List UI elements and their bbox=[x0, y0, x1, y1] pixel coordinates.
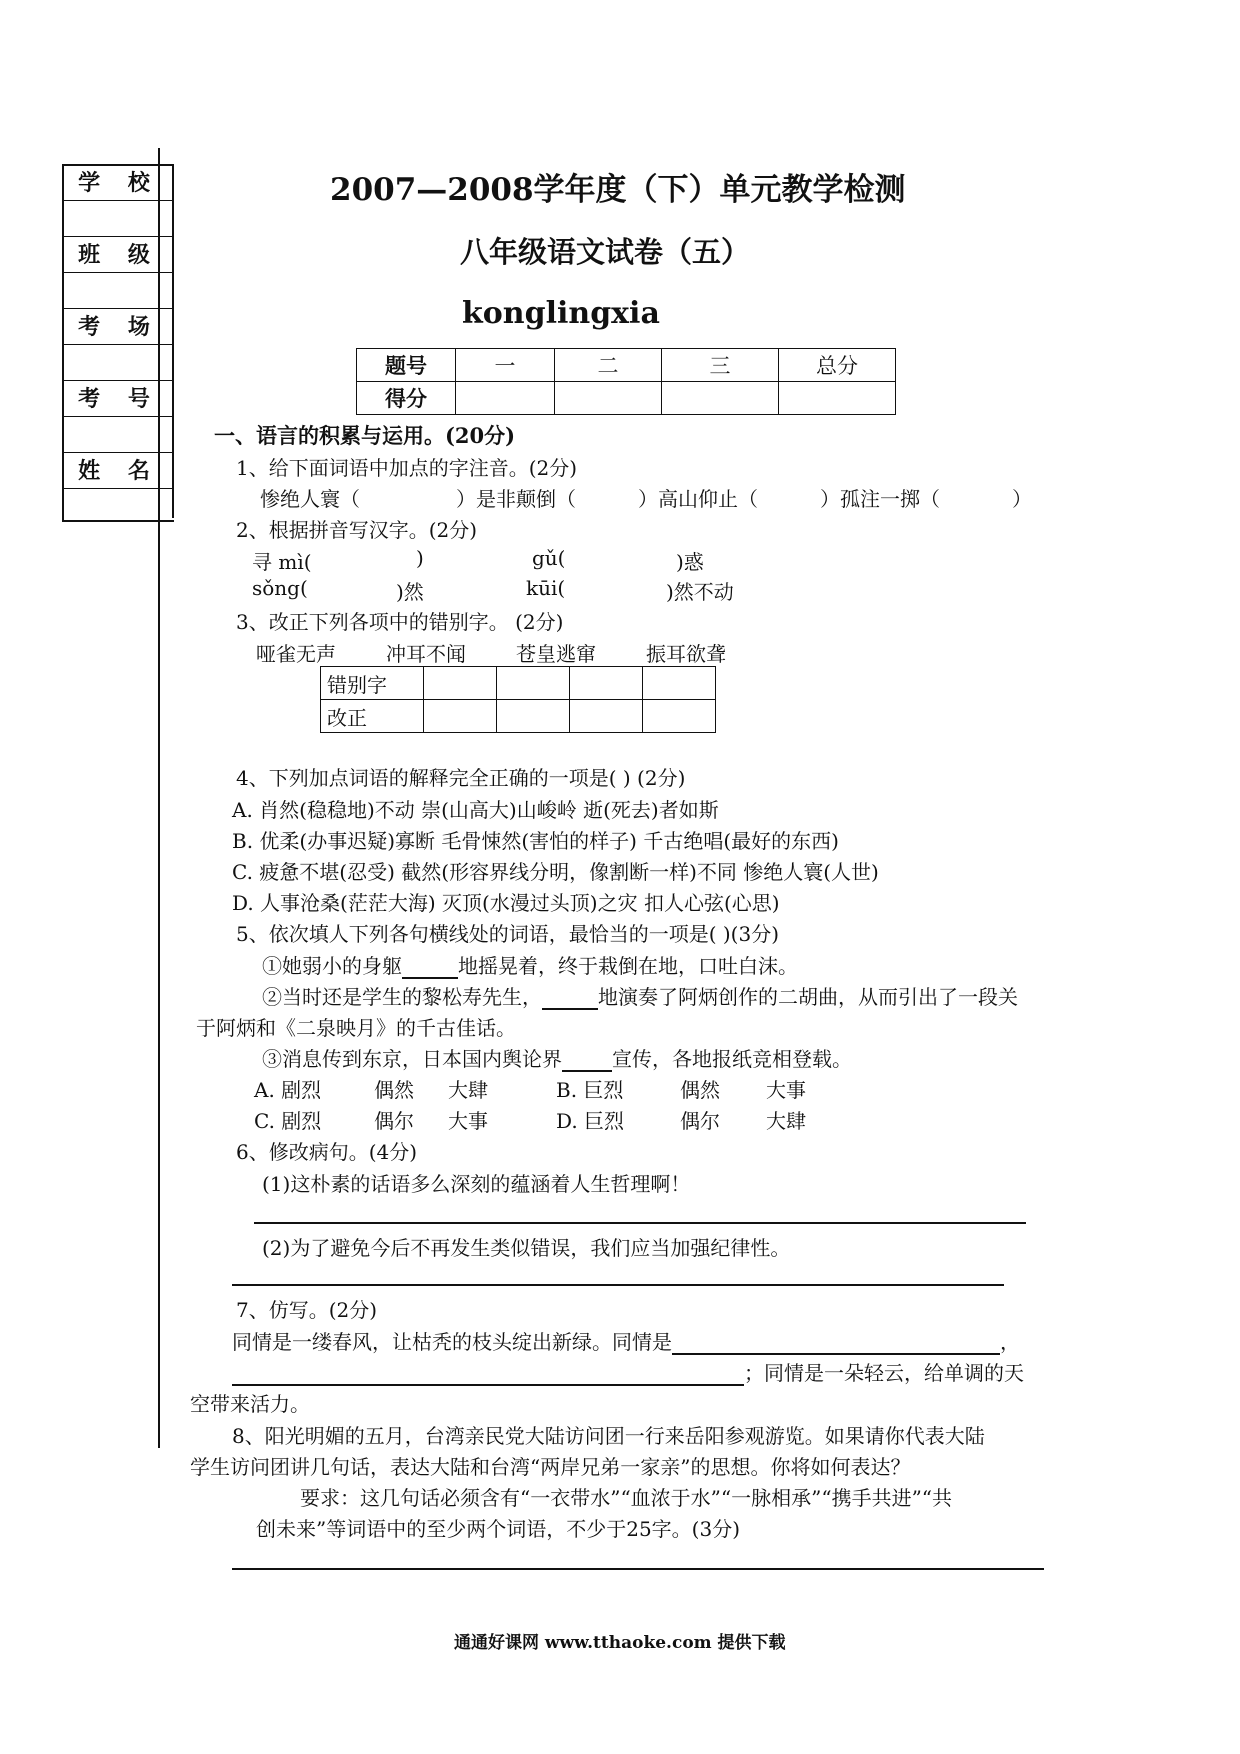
q1-item-2: ）是非颠倒（ bbox=[456, 487, 576, 511]
q5-blank-2[interactable] bbox=[542, 988, 598, 1010]
q1-stem: 1、给下面词语中加点的字注音。(2分) bbox=[236, 456, 578, 480]
info-blank-school[interactable] bbox=[64, 202, 174, 237]
q5-option-a3: 大肆 bbox=[448, 1078, 488, 1102]
score-cell-1: 一 bbox=[456, 349, 555, 382]
q1-item-5: ） bbox=[1012, 487, 1032, 511]
score-cell-label: 题号 bbox=[357, 349, 456, 382]
info-row-school bbox=[64, 166, 174, 201]
typo-row-label: 错别字 bbox=[321, 667, 424, 700]
q1-item-4: ）孤注一掷（ bbox=[820, 487, 940, 511]
q2-line1-a: 寻 mì( bbox=[252, 550, 312, 574]
q5-s2-a: ②当时还是学生的黎松寿先生， bbox=[262, 985, 542, 1009]
q1-item-1: 惨绝人寰（ bbox=[260, 487, 360, 511]
q2-line1-b: ) bbox=[416, 546, 424, 570]
q6-stem: 6、修改病句。(4分) bbox=[236, 1140, 418, 1164]
q8-line3: 要求：这几句话必须含有“一衣带水”“血浓于水”“一脉相承”“携手共进”“共 bbox=[300, 1486, 953, 1510]
info-row-number bbox=[64, 382, 174, 417]
q5-s3-a: ③消息传到东京，日本国内舆论界 bbox=[262, 1047, 562, 1071]
q2-line1-c: gǔ( bbox=[532, 546, 566, 570]
student-info-box bbox=[62, 164, 174, 522]
author-name: konglingxia bbox=[462, 296, 660, 331]
q7-line1 bbox=[232, 1326, 1020, 1355]
q5-stem: 5、依次填人下列各句横线处的词语，最恰当的一项是( )(3分) bbox=[236, 922, 780, 946]
score-input-2[interactable] bbox=[555, 382, 662, 415]
score-cell-3: 三 bbox=[662, 349, 779, 382]
q5-option-c: C. 剧烈 bbox=[254, 1109, 322, 1133]
exam-title: 2007—2008学年度（下）单元教学检测 bbox=[330, 172, 906, 208]
q2-stem: 2、根据拼音写汉字。(2分) bbox=[236, 518, 478, 542]
q7-blank-2[interactable] bbox=[232, 1364, 744, 1386]
info-box-right-line bbox=[172, 164, 174, 518]
section1-heading: 一、语言的积累与运用。(20分) bbox=[214, 423, 516, 448]
q5-blank-1[interactable] bbox=[402, 957, 458, 979]
q3-word-1: 哑雀无声 bbox=[256, 642, 336, 666]
info-label-room: 考 场 bbox=[78, 314, 160, 340]
info-row-room bbox=[64, 310, 174, 345]
info-blank-number[interactable] bbox=[64, 418, 174, 453]
q5-option-c3: 大事 bbox=[448, 1109, 488, 1133]
q5-option-c2: 偶尔 bbox=[374, 1109, 414, 1133]
q5-s1-a: ①她弱小的身躯 bbox=[262, 954, 402, 978]
q5-option-d: D. 巨烈 bbox=[556, 1109, 625, 1133]
q5-option-a2: 偶然 bbox=[374, 1078, 414, 1102]
q5-sentence1 bbox=[262, 950, 798, 979]
q5-blank-3[interactable] bbox=[562, 1050, 612, 1072]
q3-word-4: 振耳欲聋 bbox=[646, 642, 726, 666]
q1-item-3: ）高山仰止（ bbox=[638, 487, 758, 511]
correction-cell-4[interactable] bbox=[643, 700, 716, 733]
q5-s2-b: 地演奏了阿炳创作的二胡曲，从而引出了一段关 bbox=[598, 985, 1018, 1009]
correction-cell-3[interactable] bbox=[570, 700, 643, 733]
q8-line4: 创未来”等词语中的至少两个词语，不少于25字。(3分) bbox=[256, 1517, 741, 1541]
q6-sentence2: (2)为了避免今后不再发生类似错误，我们应当加强纪律性。 bbox=[262, 1236, 791, 1260]
q8-line1: 8、阳光明媚的五月，台湾亲民党大陆访问团一行来岳阳参观游览。如果请你代表大陆 bbox=[232, 1424, 985, 1448]
typo-row bbox=[321, 667, 716, 700]
typo-table bbox=[320, 666, 716, 733]
exam-subtitle: 八年级语文试卷（五） bbox=[460, 235, 751, 269]
q6-sentence1: (1)这朴素的话语多么深刻的蕴涵着人生哲理啊！ bbox=[262, 1172, 691, 1196]
score-input-1[interactable] bbox=[456, 382, 555, 415]
q4-stem: 4、下列加点词语的解释完全正确的一项是( ) (2分) bbox=[236, 766, 686, 790]
q4-option-a: A. 肖然(稳稳地)不动 崇(山高大)山峻岭 逝(死去)者如斯 bbox=[232, 798, 719, 822]
typo-cell-4[interactable] bbox=[643, 667, 716, 700]
q3-word-2: 冲耳不闻 bbox=[386, 642, 466, 666]
q2-line2-d: )然不动 bbox=[666, 580, 734, 604]
q7-line2 bbox=[232, 1357, 1024, 1386]
info-label-number: 考 号 bbox=[78, 386, 160, 412]
q5-s3-b: 宣传，各地报纸竞相登载。 bbox=[612, 1047, 852, 1071]
q7-line1-text: 同情是一缕春风，让枯秃的枝头绽出新绿。同情是 bbox=[232, 1330, 672, 1354]
q5-s1-b: 地摇晃着，终于栽倒在地，口吐白沫。 bbox=[458, 954, 798, 978]
q5-sentence2 bbox=[262, 981, 1018, 1010]
score-input-3[interactable] bbox=[662, 382, 779, 415]
score-cell-2: 二 bbox=[555, 349, 662, 382]
correction-cell-2[interactable] bbox=[497, 700, 570, 733]
typo-cell-1[interactable] bbox=[424, 667, 497, 700]
footer-credit: 通通好课网 www.tthaoke.com 提供下载 bbox=[454, 1633, 786, 1653]
q4-option-d: D. 人事沧桑(茫茫大海) 灭顶(水漫过头顶)之灾 扣人心弦(心思) bbox=[232, 891, 780, 915]
q2-line2-c: kūi( bbox=[526, 576, 566, 600]
q5-option-b: B. 巨烈 bbox=[556, 1078, 624, 1102]
q2-line2-b: )然 bbox=[396, 580, 424, 604]
score-input-total[interactable] bbox=[779, 382, 896, 415]
q5-sentence3 bbox=[262, 1043, 852, 1072]
q8-line2: 学生访问团讲几句话，表达大陆和台湾“两岸兄弟一家亲”的思想。你将如何表达？ bbox=[190, 1455, 911, 1479]
typo-cell-3[interactable] bbox=[570, 667, 643, 700]
q5-option-d2: 偶尔 bbox=[680, 1109, 720, 1133]
score-row-label: 得分 bbox=[357, 382, 456, 415]
correction-row-label: 改正 bbox=[321, 700, 424, 733]
score-header-row bbox=[357, 349, 896, 382]
q5-option-b3: 大事 bbox=[766, 1078, 806, 1102]
q3-word-3: 苍皇逃窜 bbox=[516, 642, 596, 666]
correction-row bbox=[321, 700, 716, 733]
q2-line2-a: sǒng( bbox=[252, 576, 308, 600]
q5-s2-c: 于阿炳和《二泉映月》的千古佳话。 bbox=[196, 1016, 516, 1040]
info-row-class bbox=[64, 238, 174, 273]
info-blank-name[interactable] bbox=[64, 490, 174, 520]
q2-line1-d: )惑 bbox=[676, 550, 704, 574]
q6-answer-line-2[interactable] bbox=[232, 1284, 1004, 1286]
q4-option-c: C. 疲惫不堪(忍受) 截然(形容界线分明，像割断一样)不同 惨绝人寰(人世) bbox=[232, 860, 879, 884]
q6-answer-line-1[interactable] bbox=[254, 1222, 1026, 1224]
score-value-row bbox=[357, 382, 896, 415]
q3-stem: 3、改正下列各项中的错别字。 (2分) bbox=[236, 610, 564, 634]
correction-cell-1[interactable] bbox=[424, 700, 497, 733]
typo-cell-2[interactable] bbox=[497, 667, 570, 700]
q8-answer-line[interactable] bbox=[232, 1568, 1044, 1570]
q5-option-b2: 偶然 bbox=[680, 1078, 720, 1102]
q7-line3: 空带来活力。 bbox=[190, 1392, 310, 1416]
q5-option-d3: 大肆 bbox=[766, 1109, 806, 1133]
info-label-school: 学 校 bbox=[78, 170, 160, 196]
info-label-name: 姓 名 bbox=[78, 458, 160, 484]
q4-option-b: B. 优柔(办事迟疑)寡断 毛骨悚然(害怕的样子) 千古绝唱(最好的东西) bbox=[232, 829, 839, 853]
info-blank-class[interactable] bbox=[64, 274, 174, 309]
info-blank-room[interactable] bbox=[64, 346, 174, 381]
info-label-class: 班 级 bbox=[78, 242, 160, 268]
q7-blank-1[interactable] bbox=[672, 1333, 1000, 1355]
q5-option-a: A. 剧烈 bbox=[254, 1078, 322, 1102]
score-table bbox=[356, 348, 896, 415]
q7-stem: 7、仿写。(2分) bbox=[236, 1298, 378, 1322]
q7-line1-end: ， bbox=[1000, 1330, 1020, 1354]
score-cell-total: 总分 bbox=[779, 349, 896, 382]
info-row-name bbox=[64, 454, 174, 489]
q7-line2-text: ；同情是一朵轻云，给单调的天 bbox=[744, 1361, 1024, 1385]
